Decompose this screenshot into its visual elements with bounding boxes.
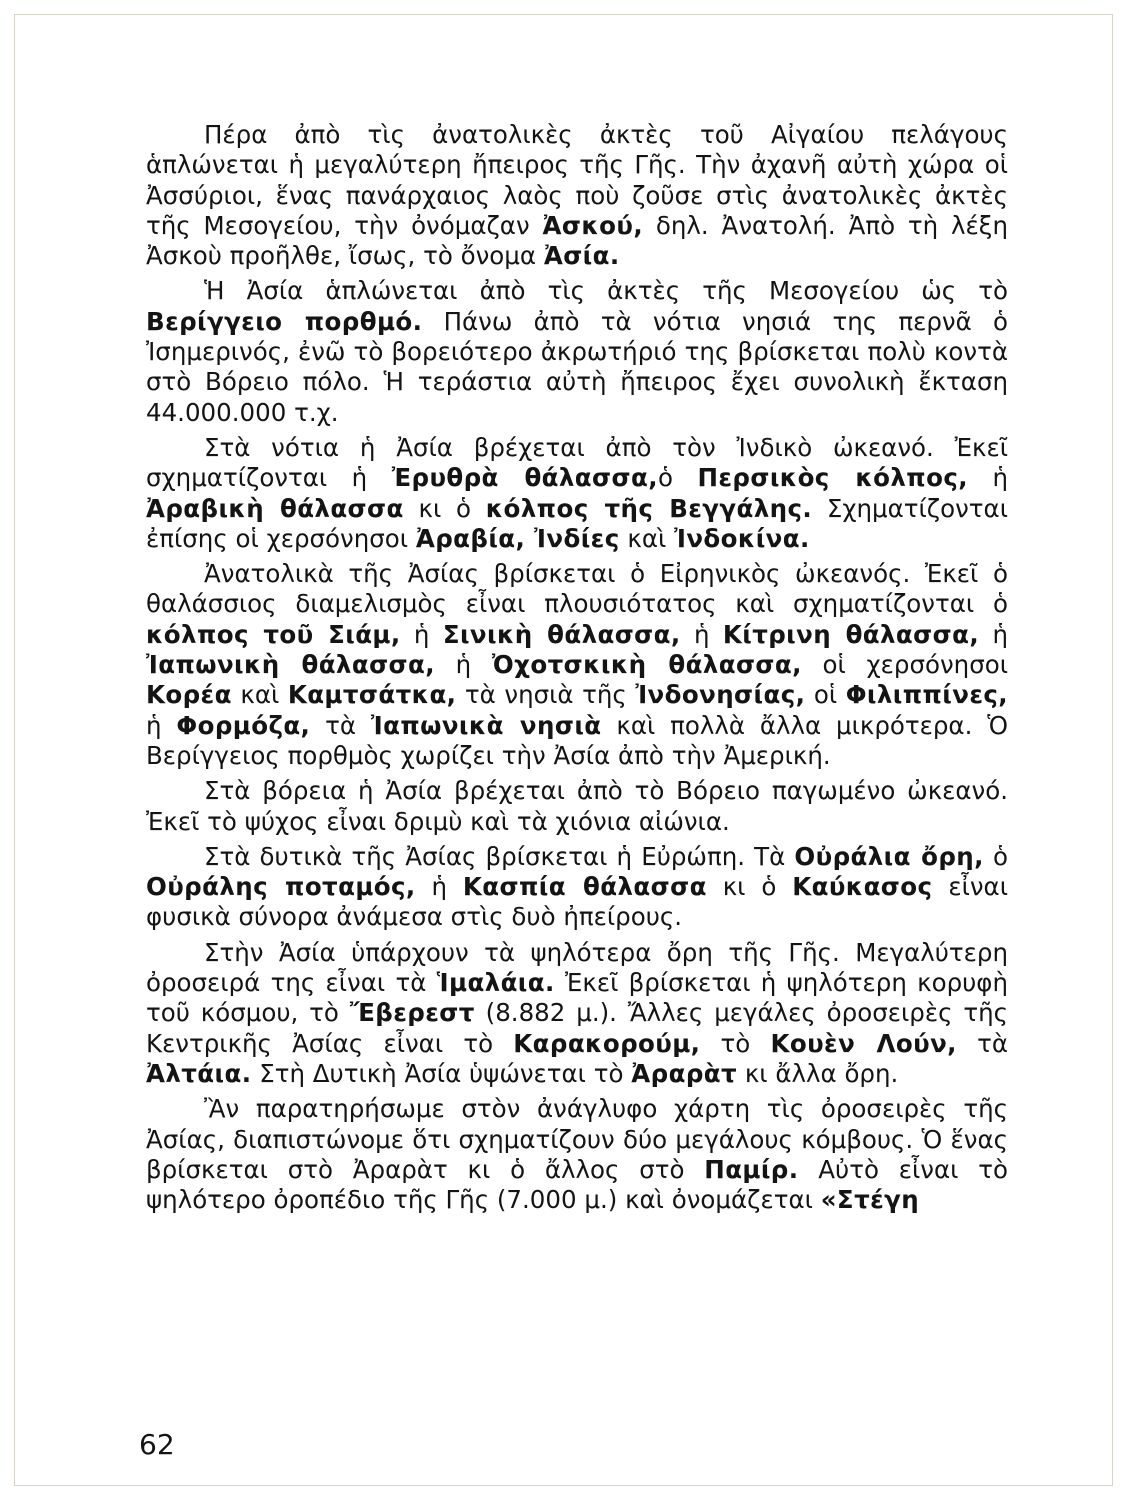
paragraph [146,938,1008,1089]
text-run: Πέρα ἀπὸ τὶς ἀνατολικὲς ἀκτὲς τοῦ Αἰγαίου πελάγους ἁπλώνεται ἡ μεγαλύτερη ἤπειρος τῆς Γῆς. Τὴν ἀχανῆ αὐτὴ χώρα οἱ Ἀσσύριοι, ἕνας πανάρχαιος λαὸς ποὺ ζοῦσε στὶς ἀνατολικὲς ἀκτὲς τῆς Μεσογείου, τὴν ὀνόμαζαν [146,120,1008,240]
text-run: τὰ [956,1028,1008,1058]
bold-term: Ἐρυθρὰ θάλασσα, [391,463,658,493]
bold-term: Ἀραβικὴ θάλασσα [146,493,404,523]
text-run: οἱ [805,680,846,710]
text-run: Στὰ νότια ἡ Ἀσία βρέχεται ἀπὸ τὸν Ἰνδικὸ ὠκεανό. Ἐκεῖ σχηματίζονται ἡ [146,432,1008,493]
paragraph [146,1094,1008,1215]
paragraph [146,433,1008,554]
paragraph [146,276,1008,427]
bold-term: Κίτρινη θάλασσα, [722,619,980,649]
text-run: ἡ [400,619,443,649]
bold-term: Φιλιππίνες, [845,680,1008,710]
text-run: Σχηματίζονται ἐπίσης οἱ χερσόνησοι [146,493,1008,553]
bold-term: Ἀλτάια. [146,1058,252,1088]
bold-term: Σινικὴ θάλασσα, [442,619,681,649]
bold-term: Ὀχοτσκικὴ θάλασσα, [491,650,802,680]
text-run: κι ὁ [403,493,486,523]
text-run: Ἂν παρατηρήσωμε στὸν ἀνάγλυφο χάρτη τὶς ὀροσειρὲς τῆς Ἀσίας, διαπιστώνομε ὅτι σχηματίζουν δύο μεγάλους κόμβους. Ὁ ἕνας βρίσκεται στὸ Ἀραρὰτ κι ὁ ἄλλος στὸ [146,1094,1008,1184]
bold-term: κόλπος τοῦ Σιάμ, [146,619,401,649]
text-run: ἡ [434,650,492,680]
bold-term: Βερίγγειο πορθμό. [146,306,423,336]
bold-term: Φορμόζα, [176,710,311,740]
text-run: κι ὁ [706,872,793,902]
text-run: Στὴ Δυτικὴ Ἀσία ὑψώνεται τὸ [251,1058,632,1088]
paragraph [146,559,1008,771]
bold-term: Παμίρ. [704,1154,799,1184]
text-run: κι ἄλλα ὄρη. [737,1058,899,1088]
text-run: Στὰ δυτικὰ τῆς Ἀσίας βρίσκεται ἡ Εὐρώπη. Τὰ [204,841,795,871]
text-run: Ἀνατολικὰ τῆς Ἀσίας βρίσκεται ὁ Εἰρηνικὸς ὠκεανός. Ἐκεῖ ὁ θαλάσσιος διαμελισμὸς εἶναι πλουσιότατος καὶ σχηματίζονται ὁ [146,559,1008,619]
text-run: ἡ [680,619,723,649]
text-run: ἡ [979,619,1008,649]
text-run: ἡ [146,710,177,740]
text-run: ὁ [657,463,698,493]
text-run: τὰ [310,710,371,740]
bold-term: Οὐράλης ποταμός, [146,872,416,902]
text-run: ἡ [415,872,463,902]
bold-term: Ἀραρὰτ [631,1058,738,1088]
text-run: εἶναι φυσικὰ σύνορα ἀνάμεσα στὶς δυὸ ἠπείρους. [146,872,1008,932]
bold-term: Καρακορούμ, [513,1028,701,1058]
text-run: καὶ πολλὰ ἄλλα μικρότερα. Ὁ Βερίγγειος πορθμὸς χωρίζει τὴν Ἀσία ἀπὸ τὴν Ἀμερική. [146,710,1008,770]
text-run: τὸ [700,1028,771,1058]
paragraph [146,120,1008,271]
bold-term: Ἰνδονησίας, [635,680,806,710]
text-run: Αὐτὸ εἶναι τὸ ψηλότερο ὀροπέδιο τῆς Γῆς (7.000 μ.) καὶ ὀνομάζεται [146,1154,1008,1215]
bold-term: Καμτσάτκα, [287,680,457,710]
text-run: Ἡ Ἀσία ἁπλώνεται ἀπὸ τὶς ἀκτὲς τῆς Μεσογείου ὡς τὸ [204,276,1008,306]
bold-term: Ἰαπωνικὰ νησιὰ [370,710,602,740]
paragraph [146,776,1008,837]
text-run: τὰ νησιὰ τῆς [456,680,636,710]
paragraph [146,842,1008,933]
text-run: Στὴν Ἀσία ὑπάρχουν τὰ ψηλότερα ὄρη τῆς Γῆς. Μεγαλύτερη ὀροσειρά της εἶναι τὰ [146,937,1008,998]
bold-term: «Στέγη [820,1185,920,1215]
bold-term: Ἰνδοκίνα. [674,523,810,553]
text-run: καὶ [231,680,288,710]
bold-term: Ἀσία. [543,241,620,271]
bold-term: Ἱμαλάια. [436,968,555,998]
bold-term: Ἰαπωνικὴ θάλασσα, [146,650,435,680]
text-run: Πάνω ἀπὸ τὰ νότια νησιά της περνᾶ ὁ Ἰσημερινός, ἐνῶ τὸ βορειότερο ἀκρωτήριό της βρίσκεται πολὺ κοντὰ στὸ Βόρειο πόλο. Ἡ τεράστια αὐτὴ ἤπειρος ἔχει συνολικὴ ἔκταση 44.000.000 τ.χ. [146,306,1008,427]
text-run: ἡ [967,463,1008,493]
bold-term: Κασπία θάλασσα [462,872,707,902]
text-run: δηλ. Ἀνατολή. Ἀπὸ τὴ λέξη Ἀσκοὺ προῆλθε, ἴσως, τὸ ὄνομα [146,210,1008,271]
text-run: Ἐκεῖ βρίσκεται ἡ ψηλότερη κορυφὴ τοῦ κόσμου, τὸ [146,968,1008,1028]
bold-term: Περσικὸς κόλπος, [697,463,968,493]
text-run: οἱ χερσόνησοι [801,650,1009,680]
bold-term: Ἀσκού, [542,210,644,240]
bold-term: Κουὲν Λούν, [770,1028,957,1058]
bold-term: Καύκασος [792,872,933,902]
bold-term: Ἀραβία, Ἰνδίες [415,523,620,553]
bold-term: Ἔβερεστ [349,998,475,1028]
page-number: 62 [139,1428,175,1461]
bold-term: κόλπος τῆς Βεγγάλης. [485,493,813,523]
page-body [146,120,1008,1215]
bold-term: Κορέα [146,680,232,710]
bold-term: Οὐράλια ὄρη, [794,841,984,871]
text-run: (8.882 μ.). Ἄλλες μεγάλες ὀροσειρὲς τῆς Κεντρικῆς Ἀσίας εἶναι τὸ [146,998,1008,1058]
text-run: Στὰ βόρεια ἡ Ἀσία βρέχεται ἀπὸ τὸ Βόρειο παγωμένο ὠκεανό. Ἐκεῖ τὸ ψύχος εἶναι δριμὺ καὶ τὰ χιόνια αἰώνια. [146,776,1008,836]
text-run: καὶ [619,523,675,553]
text-run: ὁ [983,841,1008,871]
